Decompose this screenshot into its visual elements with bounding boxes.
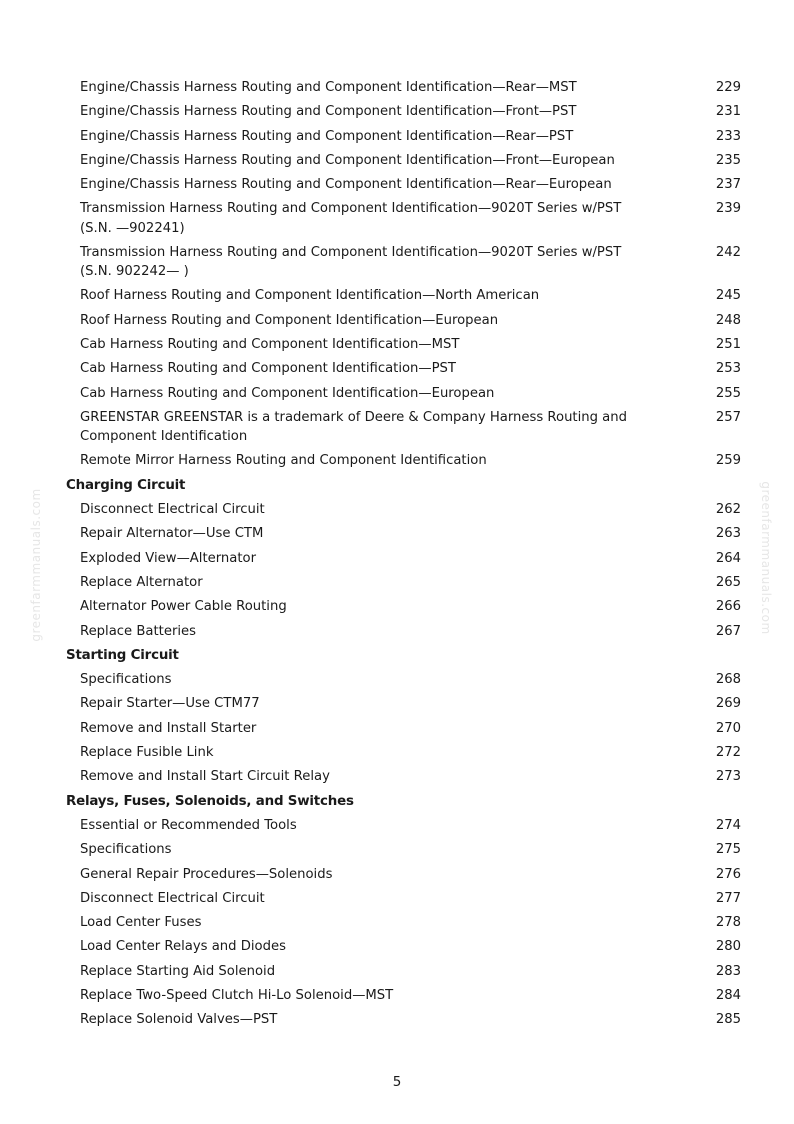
toc-entry-title: Load Center Relays and Diodes <box>80 939 286 955</box>
toc-entry[interactable] <box>66 547 746 571</box>
toc-entry[interactable] <box>66 498 746 522</box>
toc-entry-title: Replace Two-Speed Clutch Hi-Lo Solenoid—MST <box>80 988 394 1003</box>
toc-entry[interactable] <box>66 620 746 644</box>
toc-entry[interactable] <box>66 149 746 173</box>
toc-entry-page: 280 <box>715 939 741 955</box>
toc-entry[interactable] <box>66 406 746 450</box>
toc-entry-title: Roof Harness Routing and Component Identification—European <box>80 312 499 328</box>
toc-entry-page: 285 <box>715 1012 741 1028</box>
toc-entry-title: Specifications <box>80 842 172 858</box>
toc-entry-page: 242 <box>715 244 741 260</box>
toc-entry-page: 263 <box>715 526 741 542</box>
toc-entry-page: 276 <box>715 866 741 882</box>
toc-entry[interactable] <box>66 309 746 333</box>
page-number: 5 <box>392 1074 402 1090</box>
toc-entry[interactable] <box>66 449 746 473</box>
toc-entry-title: Cab Harness Routing and Component Identification—PST <box>80 361 456 377</box>
toc-entry-title: Replace Fusible Link <box>80 745 214 761</box>
toc-section-heading: Relays, Fuses, Solenoids, and Switches <box>66 793 354 809</box>
toc-entry[interactable] <box>66 333 746 357</box>
toc-entry-title: Engine/Chassis Harness Routing and Component Identification—Front—PST <box>80 104 577 120</box>
toc-entry-title: Specifications <box>80 672 172 688</box>
toc-entry-title: General Repair Procedures—Solenoids <box>80 866 333 882</box>
toc-section-heading: Charging Circuit <box>66 477 186 493</box>
toc-entry[interactable] <box>66 241 746 285</box>
toc-entry-title: Disconnect Electrical Circuit <box>80 502 265 518</box>
toc-entry[interactable] <box>66 284 746 308</box>
toc-entry-page: 231 <box>715 104 741 120</box>
toc-entry-title: Load Center Fuses <box>80 915 202 931</box>
toc-entry-page: 269 <box>715 696 741 712</box>
toc-entry[interactable] <box>66 984 746 1008</box>
toc-entry-page: 284 <box>715 988 741 1003</box>
toc-entry[interactable] <box>66 125 746 149</box>
toc-entry-page: 273 <box>715 769 741 785</box>
toc-entry-page: 262 <box>715 502 741 518</box>
toc-entry[interactable] <box>66 960 746 984</box>
toc-entry[interactable] <box>66 76 746 100</box>
toc-entry-title: Roof Harness Routing and Component Identification—North American <box>80 288 540 304</box>
toc-entry-title: Engine/Chassis Harness Routing and Component Identification—Rear—PST <box>80 128 574 144</box>
toc-entry-title: Alternator Power Cable Routing <box>80 599 287 615</box>
toc-entry-title: Cab Harness Routing and Component Identification—European <box>80 385 495 401</box>
toc-entry[interactable] <box>66 1008 746 1032</box>
toc-entry-page: 264 <box>715 550 741 566</box>
toc-entry-page: 245 <box>715 288 741 304</box>
toc-entry[interactable] <box>66 197 746 241</box>
toc-entry-page: 237 <box>715 177 741 193</box>
toc-entry-title: Replace Starting Aid Solenoid <box>80 963 276 979</box>
toc-entry[interactable] <box>66 741 746 765</box>
toc-entry-page: 229 <box>715 80 741 95</box>
toc-entry[interactable] <box>66 717 746 741</box>
toc-entry[interactable] <box>66 911 746 935</box>
toc-entry[interactable] <box>66 887 746 911</box>
toc-entry-page: 275 <box>715 842 741 858</box>
toc-entry-page: 277 <box>715 890 741 906</box>
toc-entry-page: 248 <box>715 312 741 328</box>
toc-entry-title: Remove and Install Starter <box>80 720 257 736</box>
toc-entry-page: 270 <box>715 720 741 736</box>
toc-entry[interactable] <box>66 935 746 959</box>
toc-section-heading: Starting Circuit <box>66 647 179 663</box>
toc-entry-page: 278 <box>715 915 741 931</box>
toc-entry-page: 253 <box>715 361 741 377</box>
toc-entry-page: 267 <box>715 623 741 639</box>
toc-entry-title: Transmission Harness Routing and Component Identification—9020T Series w/PST (S.N. 902242— ) <box>80 244 622 280</box>
toc-entry[interactable] <box>66 100 746 124</box>
toc-entry[interactable] <box>66 382 746 406</box>
toc-entry-title: Replace Solenoid Valves—PST <box>80 1012 278 1028</box>
toc-entry-title: Engine/Chassis Harness Routing and Component Identification—Front—European <box>80 152 615 168</box>
toc-entry-title: Engine/Chassis Harness Routing and Component Identification—Rear—MST <box>80 80 577 95</box>
toc-entry-page: 274 <box>715 817 741 833</box>
toc-entry-title: Disconnect Electrical Circuit <box>80 890 265 906</box>
table-of-contents <box>66 76 746 1033</box>
toc-entry-title: Engine/Chassis Harness Routing and Component Identification—Rear—European <box>80 177 612 193</box>
toc-entry-page: 272 <box>715 745 741 761</box>
toc-entry-title: Repair Alternator—Use CTM <box>80 526 264 542</box>
toc-entry[interactable] <box>66 668 746 692</box>
toc-entry-page: 283 <box>715 963 741 979</box>
toc-entry-page: 255 <box>715 385 741 401</box>
toc-entry-title: Exploded View—Alternator <box>80 550 257 566</box>
toc-entry[interactable] <box>66 814 746 838</box>
toc-entry[interactable] <box>66 357 746 381</box>
toc-entry-title: Essential or Recommended Tools <box>80 817 297 833</box>
toc-entry-page: 265 <box>715 574 741 590</box>
toc-entry[interactable] <box>66 838 746 862</box>
toc-entry-page: 235 <box>715 152 741 168</box>
watermark-right: greenfarmmanuals.com <box>759 481 773 635</box>
toc-entry-page: 239 <box>715 201 741 217</box>
toc-entry-title: GREENSTAR GREENSTAR is a trademark of Deere & Company Harness Routing and Component Identification <box>80 409 627 445</box>
watermark-left: greenfarmmanuals.com <box>29 488 43 642</box>
toc-entry-title: Replace Batteries <box>80 623 197 639</box>
toc-entry-page: 268 <box>715 672 741 688</box>
toc-entry-page: 259 <box>715 453 741 469</box>
toc-entry-title: Repair Starter—Use CTM77 <box>80 696 260 712</box>
toc-entry[interactable] <box>66 765 746 789</box>
toc-entry-page: 266 <box>715 599 741 615</box>
toc-entry[interactable] <box>66 863 746 887</box>
toc-entry-page: 251 <box>715 337 741 353</box>
toc-entry[interactable] <box>66 692 746 716</box>
toc-entry-page: 257 <box>715 409 741 425</box>
toc-entry-title: Transmission Harness Routing and Component Identification—9020T Series w/PST (S.N. —902241) <box>80 201 622 236</box>
toc-entry-title: Replace Alternator <box>80 574 203 590</box>
toc-entry-title: Remove and Install Start Circuit Relay <box>80 769 330 785</box>
toc-entry-title: Remote Mirror Harness Routing and Component Identification <box>80 453 487 469</box>
toc-entry-page: 233 <box>715 128 741 144</box>
toc-entry[interactable] <box>66 522 746 546</box>
toc-entry[interactable] <box>66 595 746 619</box>
toc-entry-title: Cab Harness Routing and Component Identification—MST <box>80 337 460 353</box>
toc-entry[interactable] <box>66 173 746 197</box>
toc-entry[interactable] <box>66 571 746 595</box>
